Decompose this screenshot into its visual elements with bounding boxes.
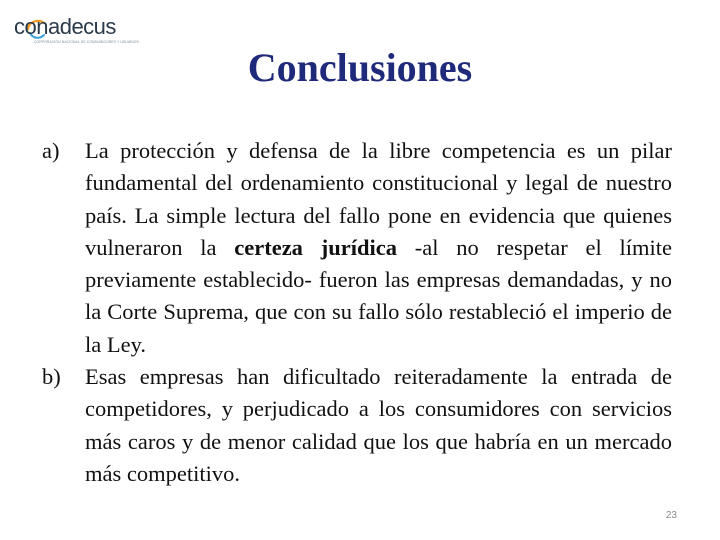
list-item-b (42, 361, 672, 490)
logo-subtitle: CORPORACIÓN NACIONAL DE CONSUMIDORES Y USUARIOS (34, 40, 139, 44)
conclusions-list (42, 135, 672, 490)
logo-wordmark: conadecus (14, 14, 116, 39)
item-a-bold-text: certeza jurídica (234, 234, 397, 260)
list-marker-a: a) (42, 138, 60, 163)
slide-title: Conclusiones (247, 45, 473, 90)
item-b-text: Esas empresas han dificultado reiteradamente la entrada de competidores, y perjudicado a los consumidores con servicios más caros y de menor calidad que los que habría en un mercado más competitivo. (85, 364, 672, 486)
page-number: 23 (665, 510, 677, 521)
list-marker-b: b) (42, 364, 61, 390)
item-a-text-end: -al no respetar el límite previamente establecido- fueron las empresas demandadas, y no la Corte Suprema, que con su fallo sólo restableció el imperio de la Ley. (85, 234, 672, 357)
list-item-a (42, 135, 672, 361)
item-a-text-start: La protección y defensa de la libre competencia es un pilar fundamental del ordenamiento constitucional y legal de nuestro país. La simple lectura del fallo pone en evidencia que quienes vulneraron la (85, 138, 672, 260)
